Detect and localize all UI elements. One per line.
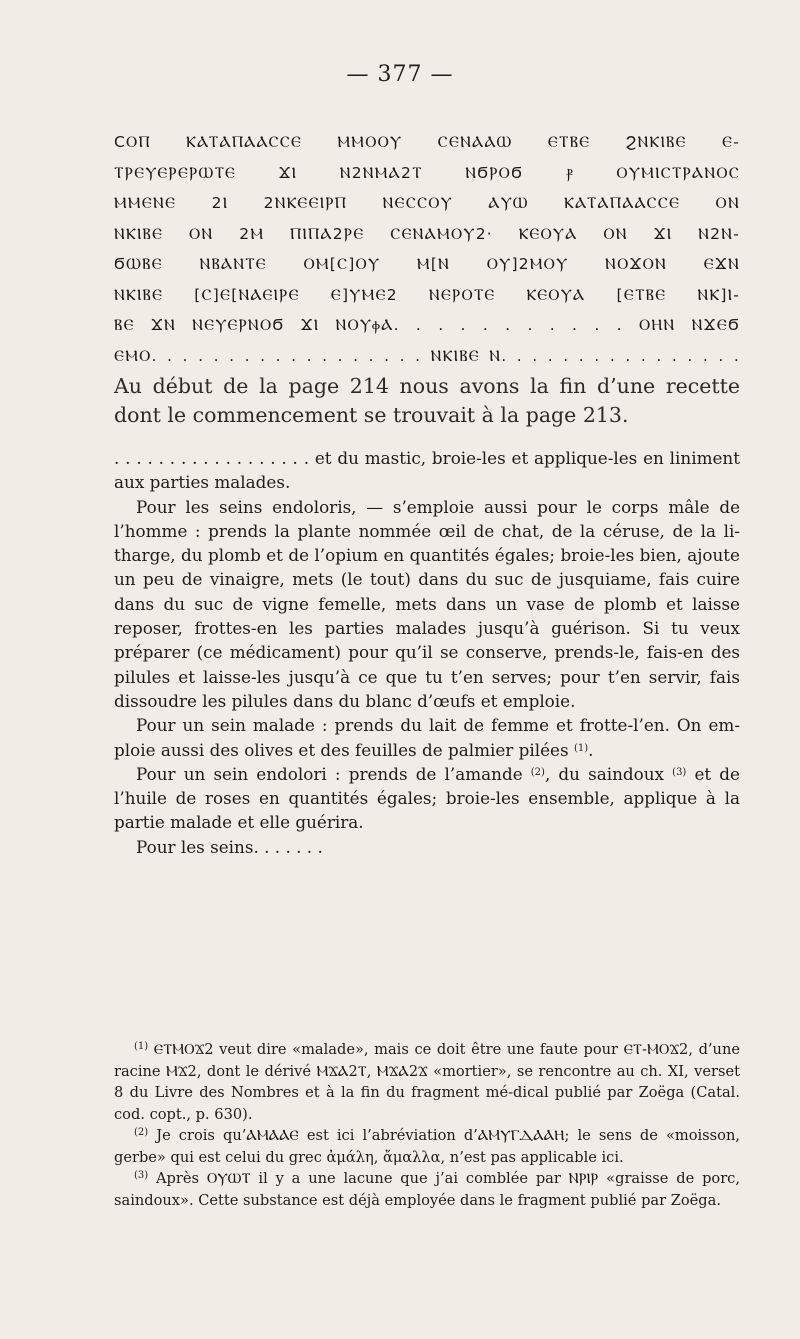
footnote-ref: (1)	[573, 742, 589, 754]
translation-paragraph: Pour les seins endoloris, — s’emploie aussi pour le corps mâle de l’homme : prends la plante nommée œil de chat, de la céruse, de la li-tharge, du plomb et de l’opium en quantités égales; broie-les bien, ajoute un peu de vinaigre, mets (le tout) dans du suc de jusquiame, fais cuire dans du suc de vigne femelle, mets dans un vase de plomb et laisse reposer, frottes-en les parties malades jusqu’à guérison. Si tu veux préparer (ce médicament) pour qu’il se conserve, prends-le, fais-en des pilules et laisse-les jusqu’à ce que tu t’en serves; pour t’en servir, fais dissoudre les pilules dans du blanc d’œufs et emploie.	[114, 496, 740, 711]
paragraph-text: Pour un sein endolori : prends de l’amande	[136, 763, 531, 784]
coptic-line: ⲚⲔⲒⲂⲈ ⲞⲚ 2Ⲙ ⲠⲒⲠⲀ2ⲢⲈ ⲤⲈⲚⲀⲘⲞⲨ2· ⲔⲈⲞⲨⲀ ⲞⲚ ϪⲒ Ⲛ2Ⲛ-	[114, 224, 740, 243]
coptic-line: ⲘⲘⲈⲚⲈ 2Ⲓ 2ⲚⲔⲈⲈⲒⲢⲠ ⲚⲈⲤⲤⲞⲨ ⲀⲨⲰ ⲔⲀⲦⲀⲠⲀⲀⲤⲤⲈ ⲞⲚ	[114, 194, 740, 212]
paragraph-text: , du saindoux	[544, 763, 673, 784]
footnote-text: Je crois qu’ⲀⲘⲀⲀⲈ est ici l’abréviation d’ⲀⲘⲨⲄⲆⲀⲀⲎ; le sens de «moisson, gerbe» qui est celui du grec ἀμάλη, ἄμαλλα, n’est pas applicable ici.	[114, 1127, 740, 1166]
translation-paragraph	[114, 713, 740, 762]
coptic-line: ⲦⲢⲈⲨⲈⲢⲈⲢⲰⲦⲈ ϪⲒ Ⲛ2ⲚⲘⲀ2Ⲧ ⲚϬⲢⲞϬ ⳁ ⲞⲨⲘⲒⲤⲦⲢⲀⲚⲞⲤ	[114, 163, 740, 182]
paragraph-text: Pour un sein malade : prends du lait de femme et frotte-l’en. On em-ploie aussi des olives et des feuilles de palmier pilées	[114, 715, 740, 760]
translation-paragraph: . . . . . . . . . . . . . . . . . . et du mastic, broie-les et applique-les en liniment aux parties malades.	[114, 448, 740, 493]
coptic-line: ϬⲰⲂⲈ ⲚⲂⲀⲚⲦⲈ ⲞⲘ[Ⲥ]ⲞⲨ Ⲙ[Ⲛ ⲞⲨ]2ⲘⲞⲨ ⲚⲞϪⲞⲚ ⲈϪⲚ	[114, 255, 740, 273]
footnote-number: (3)	[134, 1170, 149, 1181]
footnote-ref: (2)	[530, 766, 545, 778]
coptic-text-block	[114, 127, 740, 371]
translation-paragraph: Pour les seins. . . . . . .	[136, 836, 323, 857]
coptic-line: ⲈⲘⲞ. . . . . . . . . . . . . . . . . . ⲚⲔⲒⲂⲈ Ⲛ. . . . . . . . . . . . . . . .	[114, 346, 740, 365]
paragraph-text: .	[588, 739, 594, 760]
footnote-number: (1)	[134, 1041, 149, 1052]
paragraph-text: et de l’huile de roses en quantités égales; broie-les ensemble, applique à la partie malade et elle guérira.	[114, 763, 740, 833]
footnote-text: Après ⲞⲨⲰⲦ il y a une lacune que j’ai comblée par ⲚⲢⲒⲢ «graisse de porc, saindoux». Cette substance est déjà employée dans le fragment publié par Zoëga.	[114, 1170, 740, 1209]
footnote	[114, 1168, 740, 1211]
editorial-intro: Au début de la page 214 nous avons la fin d’une recette dont le commencement se trouvait à la page 213.	[114, 374, 740, 427]
coptic-line: CⲞⲠ ⲔⲀⲦⲀⲠⲀⲀⲤⲤⲈ ⲘⲘⲞⲞⲨ ⲤⲈⲚⲀⲀⲰ ⲈⲦⲂⲈ ϨⲚⲔⲒⲂⲈ Ⲉ-	[114, 133, 740, 151]
page-number: — 377 —	[346, 62, 454, 87]
translation-paragraph	[114, 762, 740, 835]
footnote	[114, 1125, 740, 1168]
coptic-line: ⲚⲔⲒⲂⲈ [Ⲥ]Ⲉ[ⲚⲀⲈⲒⲢⲈ Ⲉ]ⲨⲘⲈ2 ⲚⲈⲢⲞⲦⲈ ⲔⲈⲞⲨⲀ [ⲈⲦⲂⲈ ⲚⲔ]Ⲓ-	[114, 285, 740, 304]
coptic-line: ⲂⲈ ϪⲚ ⲚⲈⲨⲈⲢⲚⲞϬ ϪⲒ ⲚⲞⲨⲫⲀ. . . . . . . . . . . ⲞⲎⲚ ⲚϪⲈϬ	[114, 316, 740, 334]
footnote-ref: (3)	[672, 766, 687, 778]
french-translation	[114, 446, 740, 859]
footnotes	[114, 1039, 740, 1211]
footnote-number: (2)	[134, 1127, 149, 1138]
footnote	[114, 1039, 740, 1125]
footnote-text: ⲈⲦⲘⲞϪ2 veut dire «malade», mais ce doit être une faute pour ⲈⲦ-ⲘⲞϪ2, d’une racine ⲘϪ2, dont le dérivé ⲘϪⲀ2Ⲧ, ⲘϪⲀ2Ϫ «mortier», se rencontre au ch. XI, verset 8 du Livre des Nombres et à la fin du fragment mé-dical publié par Zoëga (Catal. cod. copt., p. 630).	[114, 1041, 740, 1123]
